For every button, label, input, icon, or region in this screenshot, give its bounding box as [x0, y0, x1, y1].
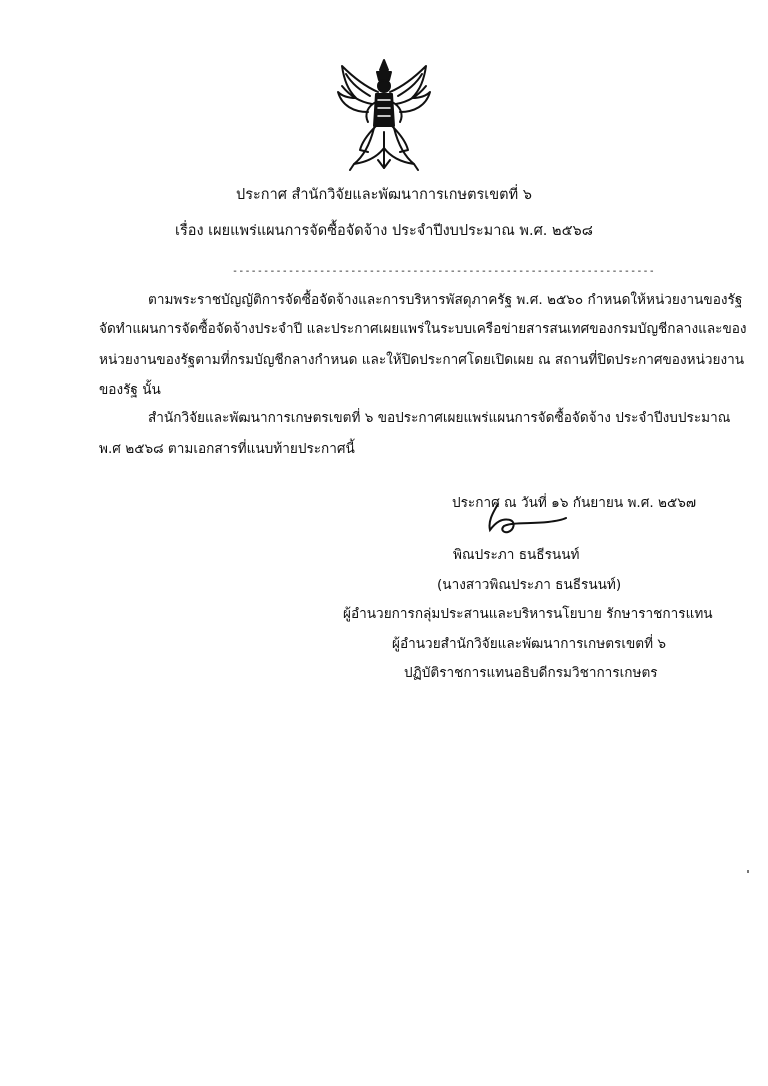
handwritten-signature-icon [470, 500, 570, 538]
paragraph-2-line-2: พ.ศ ๒๕๖๘ ตามเอกสารที่แนบท้ายประกาศนี้ [99, 441, 355, 457]
paragraph-2-line-1: สำนักวิจัยและพัฒนาการเกษตรเขตที่ ๖ ขอประกาศเผยแพร่แผนการจัดซื้อจัดจ้าง ประจำปีงบประมาณ [148, 410, 731, 426]
scan-mark [747, 870, 749, 873]
signer-full-name: (นางสาวพิณประภา ธนธีรนนท์) [437, 577, 622, 593]
paragraph-1-line-1: ตามพระราชบัญญัติการจัดซื้อจัดจ้างและการบริหารพัสดุภาครัฐ พ.ศ. ๒๕๖๐ กำหนดให้หน่วยงานของรัฐ [148, 292, 743, 308]
signer-position-2: ผู้อำนวยสำนักวิจัยและพัฒนาการเกษตรเขตที่ ๖ [392, 636, 667, 652]
announcement-subject: เรื่อง เผยแพร่แผนการจัดซื้อจัดจ้าง ประจำปีงบประมาณ พ.ศ. ๒๕๖๘ [175, 223, 593, 239]
garuda-emblem-icon [334, 56, 434, 174]
paragraph-1-line-4: ของรัฐ นั้น [99, 382, 161, 398]
signer-name: พิณประภา ธนธีรนนท์ [453, 547, 580, 563]
paragraph-1-line-3: หน่วยงานของรัฐตามที่กรมบัญชีกลางกำหนด และให้ปิดประกาศโดยเปิดเผย ณ สถานที่ปิดประกาศของหน่วยงาน [99, 352, 745, 368]
announcement-title: ประกาศ สำนักวิจัยและพัฒนาการเกษตรเขตที่ ๖ [236, 187, 532, 203]
signer-position-1: ผู้อำนวยการกลุ่มประสานและบริหารนโยบาย รักษาราชการแทน [343, 606, 713, 622]
paragraph-1-line-2: จัดทำแผนการจัดซื้อจัดจ้างประจำปี และประกาศเผยแพร่ในระบบเครือข่ายสารสนเทศของกรมบัญชีกลางและของ [99, 321, 747, 337]
divider: -------------------------------------------------------------------- [232, 266, 655, 277]
signer-position-3: ปฏิบัติราชการแทนอธิบดีกรมวิชาการเกษตร [404, 665, 658, 681]
announce-date: ประกาศ ณ วันที่ ๑๖ กันยายน พ.ศ. ๒๕๖๗ [452, 495, 697, 511]
